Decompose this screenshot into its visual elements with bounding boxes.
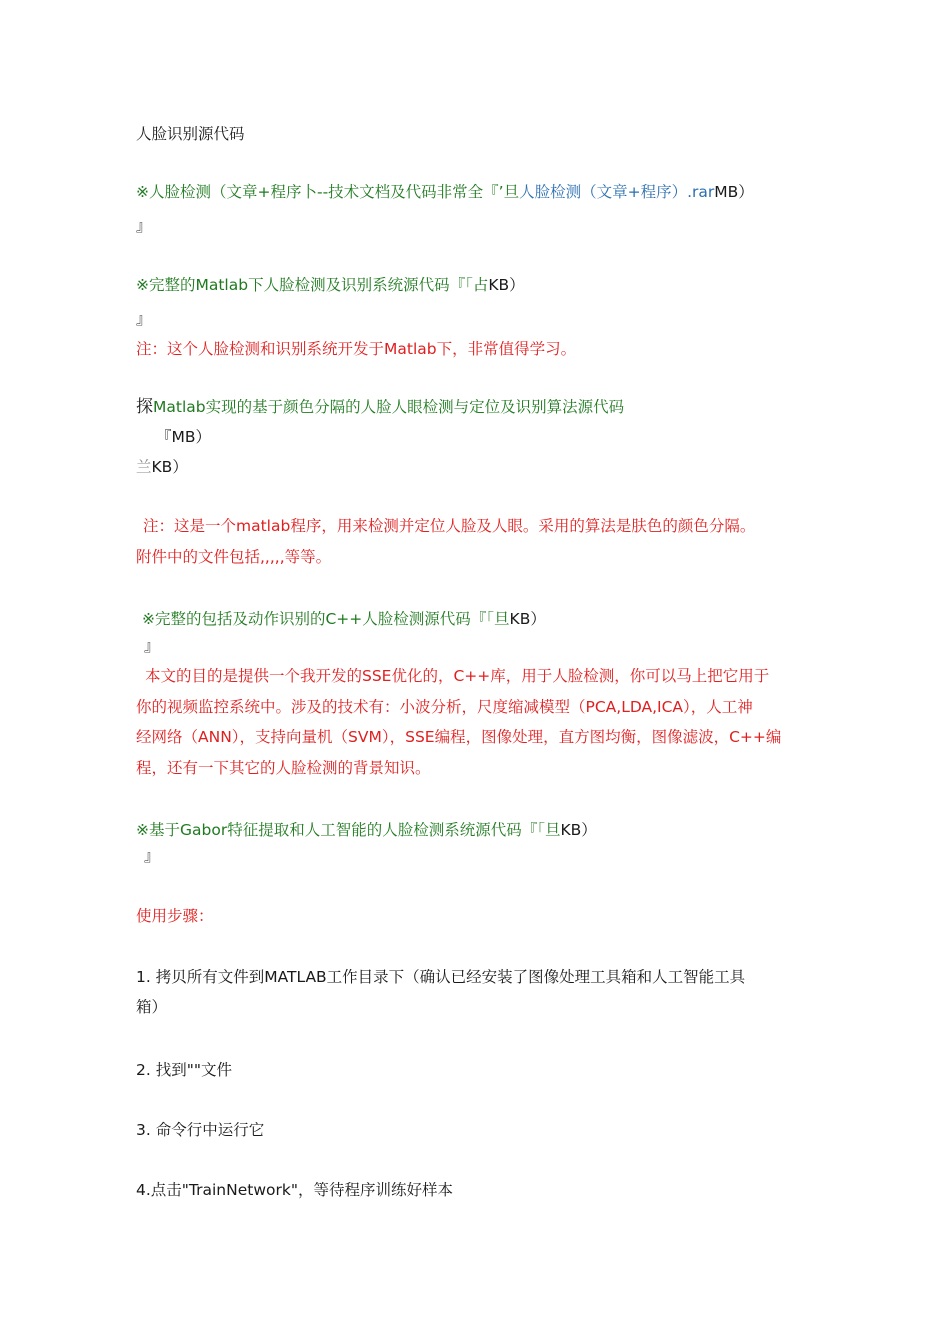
step-3: 3. 命令行中运行它: [136, 1121, 265, 1139]
item-color-segmentation-text: Matlab实现的基于颜色分隔的人脸人眼检测与定位及识别算法源代码: [153, 398, 625, 416]
file-size-mb: MB）: [714, 183, 754, 201]
note-matlab-system: 注：这个人脸检测和识别系统开发于Matlab下，非常值得学习。: [136, 340, 577, 358]
step-1: 1. 拷贝所有文件到MATLAB工作目录下（确认已经安装了图像处理工具箱和人工智能工具: [136, 968, 746, 986]
file-size-mb: 『MB）: [156, 428, 212, 446]
item-face-detection-link: [136, 182, 754, 202]
glyph-char: 兰: [136, 458, 152, 476]
bracket-close: 』: [136, 217, 152, 235]
item-cpp-face-detection-text: ※完整的包括及动作识别的C++人脸检测源代码『「旦: [142, 610, 510, 628]
bracket-close: 』: [144, 847, 160, 865]
paragraph-line: 你的视频监控系统中。涉及的技术有：小波分析，尺度缩减模型（PCA,LDA,ICA），人工神: [136, 698, 753, 716]
paragraph-line: 程，还有一下其它的人脸检测的背景知识。: [136, 759, 431, 777]
bullet-char: 探: [136, 397, 153, 417]
item-cpp-face-detection: [142, 609, 546, 629]
doc-title: 人脸识别源代码: [136, 125, 245, 143]
step-1-cont: 箱）: [136, 998, 168, 1016]
step-2: 2. 找到""文件: [136, 1061, 232, 1079]
item-matlab-face-system: [136, 275, 525, 295]
file-size-kb: KB）: [509, 610, 546, 628]
item-face-detection-text: ※人脸检测（文章+程序卜--技术文档及代码非常全『’旦: [136, 183, 520, 201]
file-size-kb: KB）: [560, 821, 597, 839]
steps-title: 使用步骤：: [136, 907, 214, 925]
item-color-segmentation: [136, 397, 624, 417]
item-matlab-face-system-text: ※完整的Matlab下人脸检测及识别系统源代码『「占: [136, 276, 489, 294]
file-size-line: [136, 457, 188, 477]
paragraph-line: 经网络（ANN），支持向量机（SVM），SSE编程，图像处理，直方图均衡，图像滤波，C++编: [136, 728, 782, 746]
note-matlab-program: 注：这是一个matlab程序，用来检测并定位人脸及人眼。采用的算法是肤色的颜色分隔。: [143, 517, 756, 535]
item-gabor-face-detection: [136, 820, 597, 840]
file-link-face-detection-rar[interactable]: 人脸检测（文章+程序）.rar: [519, 183, 715, 201]
bracket-close: 』: [136, 310, 152, 328]
paragraph-line: 本文的目的是提供一个我开发的SSE优化的，C++库，用于人脸检测，你可以马上把它用于: [145, 667, 770, 685]
step-4: 4.点击"TrainNetwork"，等待程序训练好样本: [136, 1181, 453, 1199]
file-size-kb: KB）: [151, 458, 188, 476]
note-attachment: 附件中的文件包括,,,,,等等。: [136, 548, 332, 566]
file-size-kb: KB）: [488, 276, 525, 294]
bracket-close: 』: [144, 637, 160, 655]
item-gabor-face-detection-text: ※基于Gabor特征提取和人工智能的人脸检测系统源代码『「旦: [136, 821, 561, 839]
